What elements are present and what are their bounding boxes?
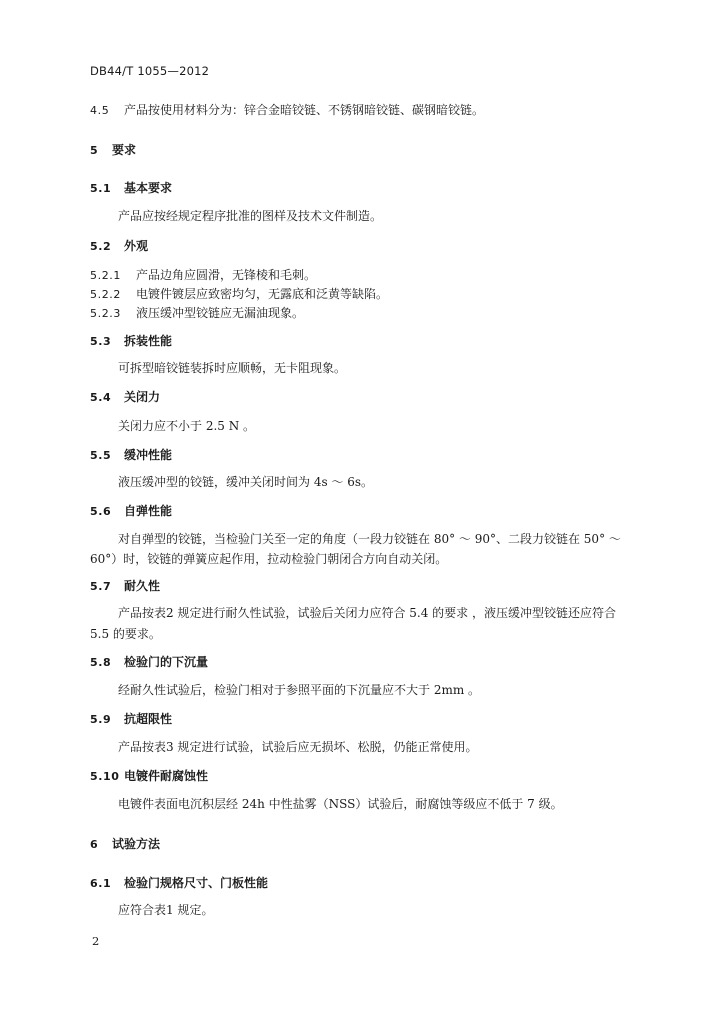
clause-number: 5.4: [90, 391, 112, 404]
clause-number: 4.5: [90, 104, 110, 117]
clause-5-10-heading: [90, 768, 208, 785]
clause-5-7-heading: [90, 578, 160, 595]
clause-5-5-heading: [90, 447, 172, 464]
page-number: 2: [92, 934, 100, 948]
section-number: 6: [90, 838, 99, 851]
clause-5-10-body: 电镀件表面电沉积层经 24h 中性盐雾（NSS）试验后，耐腐蚀等级应不低于 7 级。: [118, 797, 563, 811]
clause-5-9-body: 产品按表3 规定进行试验，试验后应无损坏、松脱，仍能正常使用。: [118, 740, 478, 754]
clause-title: 基本要求: [124, 181, 173, 195]
clause-title: 电镀件耐腐蚀性: [124, 769, 209, 783]
clause-5-4-body: 关闭力应不小于 2.5 N 。: [118, 419, 256, 433]
clause-5-3-heading: [90, 333, 172, 350]
clause-number: 5.9: [90, 713, 112, 726]
section-number: 5: [90, 144, 99, 157]
clause-number: 6.1: [90, 877, 112, 890]
clause-number: 5.2.3: [90, 307, 121, 320]
clause-5-5-body: 液压缓冲型的铰链，缓冲关闭时间为 4s ～ 6s。: [118, 475, 374, 489]
clause-title: 缓冲性能: [124, 448, 173, 462]
clause-title: 检验门的下沉量: [124, 655, 209, 669]
clause-5-2-3: [90, 305, 304, 322]
clause-title: 外观: [124, 239, 149, 253]
clause-5-1-body: 产品应按经规定程序批准的图样及技术文件制造。: [118, 209, 383, 223]
clause-text: 液压缓冲型铰链应无漏油现象。: [136, 306, 305, 320]
clause-title: 检验门规格尺寸、门板性能: [124, 876, 269, 890]
clause-number: 5.5: [90, 449, 112, 462]
clause-5-4-heading: [90, 389, 160, 406]
clause-5-3-body: 可拆型暗铰链装拆时应顺畅，无卡阻现象。: [118, 361, 347, 375]
clause-number: 5.2: [90, 240, 112, 253]
clause-5-2-heading: [90, 238, 148, 255]
clause-number: 5.3: [90, 335, 112, 348]
clause-5-9-heading: [90, 711, 172, 728]
clause-title: 自弹性能: [124, 504, 173, 518]
section-6-heading: [90, 836, 160, 853]
clause-4-5: [90, 102, 484, 119]
clause-5-7-body-line2: 5.5 的要求。: [90, 627, 161, 641]
clause-title: 抗超限性: [124, 712, 173, 726]
clause-title: 耐久性: [124, 579, 161, 593]
clause-number: 5.2.2: [90, 288, 121, 301]
clause-title: 关闭力: [124, 390, 161, 404]
clause-number: 5.2.1: [90, 269, 121, 282]
clause-5-6-body-line2: 60°）时，铰链的弹簧应起作用，拉动检验门朝闭合方向自动关闭。: [90, 552, 448, 566]
clause-number: 5.8: [90, 656, 112, 669]
clause-text: 产品按使用材料分为：锌合金暗铰链、不锈钢暗铰链、碳钢暗铰链。: [124, 103, 485, 117]
clause-5-6-body-line1: 对自弹型的铰链，当检验门关至一定的角度（一段力铰链在 80° ～ 90°、二段力铰链在 50° ～: [118, 532, 621, 546]
clause-number: 5.1: [90, 182, 112, 195]
clause-number: 5.6: [90, 505, 112, 518]
section-title: 试验方法: [112, 837, 161, 851]
clause-text: 产品边角应圆滑，无锋棱和毛刺。: [136, 268, 317, 282]
clause-5-1-heading: [90, 180, 172, 197]
document-code: DB44/T 1055—2012: [90, 64, 210, 78]
clause-number: 5.10: [90, 770, 120, 783]
clause-number: 5.7: [90, 580, 112, 593]
clause-6-1-heading: [90, 875, 268, 892]
clause-title: 拆装性能: [124, 334, 173, 348]
clause-6-1-body: 应符合表1 规定。: [118, 903, 214, 917]
section-5-heading: [90, 142, 136, 159]
clause-text: 电镀件镀层应致密均匀，无露底和泛黄等缺陷。: [136, 287, 389, 301]
clause-5-8-heading: [90, 654, 208, 671]
clause-5-2-1: [90, 267, 316, 284]
clause-5-8-body: 经耐久性试验后，检验门相对于参照平面的下沉量应不大于 2mm 。: [118, 683, 481, 697]
section-title: 要求: [112, 143, 137, 157]
clause-5-7-body-line1: 产品按表2 规定进行耐久性试验，试验后关闭力应符合 5.4 的要求 ，液压缓冲型铰链还应符合: [118, 606, 616, 620]
clause-5-2-2: [90, 286, 388, 303]
clause-5-6-heading: [90, 503, 172, 520]
